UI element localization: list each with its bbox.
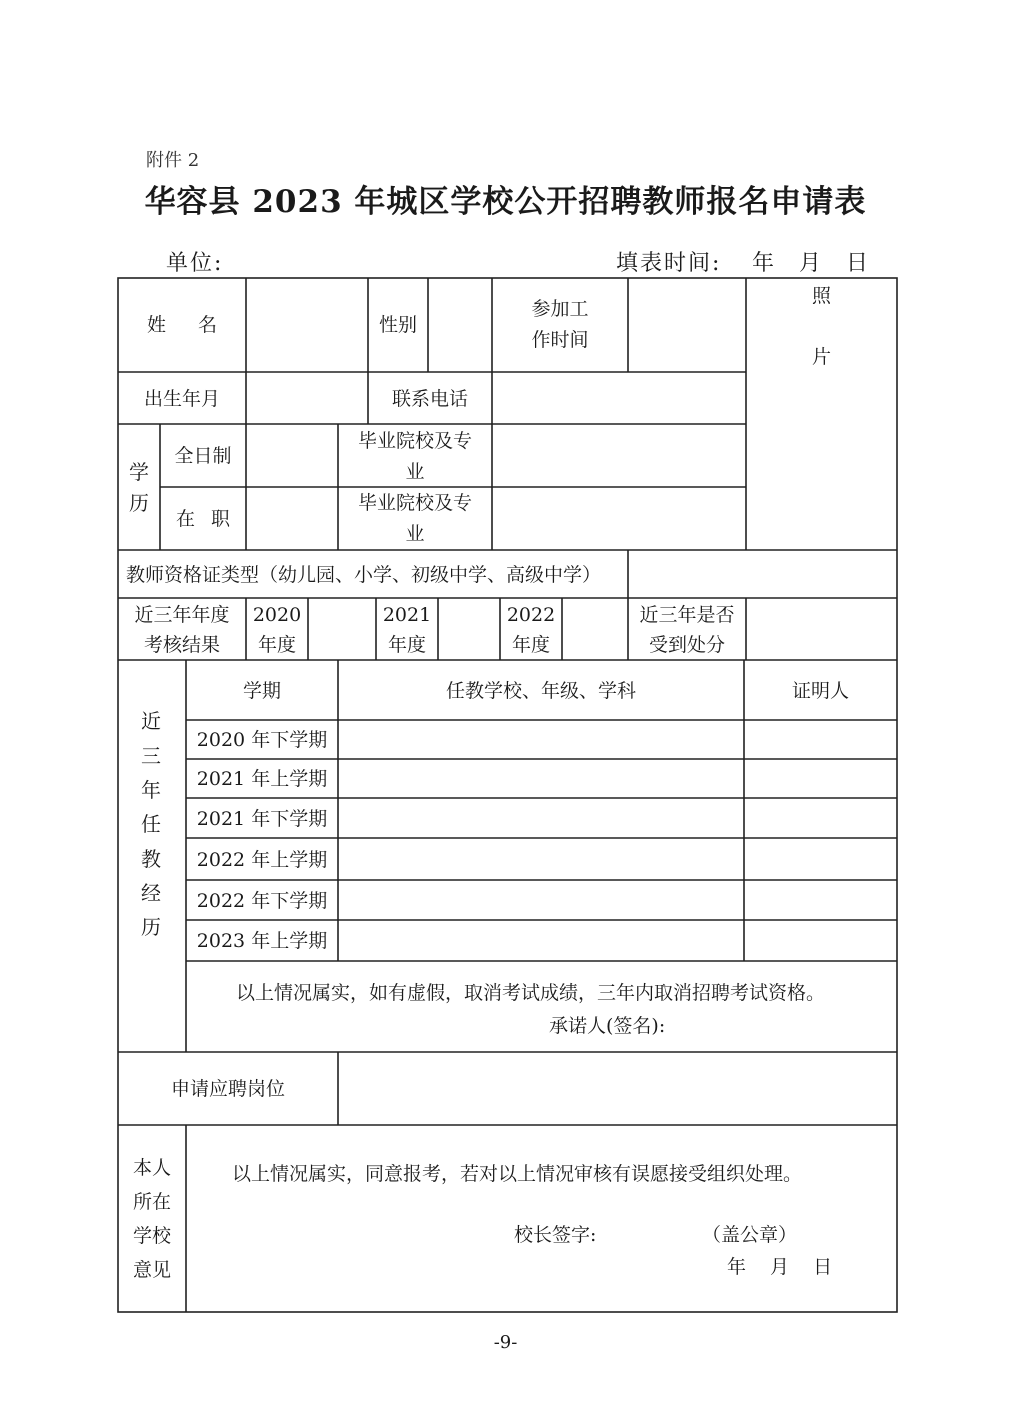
teaching-side-char: 年 <box>141 778 161 802</box>
teaching-side-char: 近 <box>141 709 161 733</box>
school-field[interactable] <box>340 761 742 797</box>
inservice-school-field[interactable] <box>492 489 746 549</box>
photo-label-1: 照 <box>811 285 831 307</box>
gender-field[interactable] <box>428 280 492 370</box>
fulltime-school-label-2: 业 <box>405 461 425 483</box>
birth-label: 出生年月 <box>143 388 220 410</box>
term-cell: 2023 年上学期 <box>196 930 328 952</box>
phone-label: 联系电话 <box>391 388 468 410</box>
year-2021-field[interactable] <box>438 600 500 658</box>
punishment-field[interactable] <box>746 600 897 658</box>
term-cell: 2022 年上学期 <box>196 849 328 871</box>
official-seal-label: （盖公章） <box>702 1224 798 1246</box>
opinion-side-text: 学校 <box>132 1225 171 1247</box>
education-label-1: 学 <box>129 460 149 484</box>
work-time-label-2: 作时间 <box>531 329 589 351</box>
page-number: -9- <box>493 1332 518 1353</box>
punishment-label-2: 受到处分 <box>648 634 725 656</box>
gender-label: 性别 <box>378 314 417 336</box>
fulltime-field[interactable] <box>246 426 338 486</box>
term-cell: 2021 年上学期 <box>196 768 328 790</box>
fill-date: 年 月 日 <box>752 251 868 276</box>
photo-label-2: 片 <box>811 346 831 368</box>
opinion-side-text: 意见 <box>132 1259 171 1281</box>
term-cell: 2021 年下学期 <box>196 808 328 830</box>
inservice-label: 在 职 <box>175 508 231 530</box>
year-2020-label: 2020 <box>252 604 302 626</box>
inservice-school-label-2: 业 <box>405 523 425 545</box>
term-cell: 2022 年下学期 <box>196 890 328 912</box>
name-field[interactable] <box>246 280 368 370</box>
birth-field[interactable] <box>246 374 368 422</box>
school-field[interactable] <box>340 840 742 879</box>
position-field[interactable] <box>340 1054 895 1123</box>
fulltime-label: 全日制 <box>174 445 232 467</box>
year-2022-suffix: 年度 <box>511 634 550 656</box>
teaching-side-char: 任 <box>141 812 161 836</box>
phone-field[interactable] <box>492 374 746 422</box>
year-2022-label: 2022 <box>506 604 556 626</box>
opinion-date: 年 月 日 <box>727 1256 833 1278</box>
inservice-field[interactable] <box>246 489 338 549</box>
year-2021-suffix: 年度 <box>387 634 426 656</box>
fulltime-school-label-1: 毕业院校及专 <box>357 430 472 452</box>
assessment-label-2: 考核结果 <box>143 634 220 656</box>
col-school-header: 任教学校、年级、学科 <box>445 680 636 702</box>
assessment-label-1: 近三年年度 <box>134 604 230 626</box>
work-time-label-1: 参加工 <box>531 298 589 320</box>
school-field[interactable] <box>340 882 742 919</box>
position-label: 申请应聘岗位 <box>170 1078 285 1100</box>
pledge-signer: 承诺人(签名): <box>549 1015 666 1037</box>
year-2020-field[interactable] <box>308 600 376 658</box>
year-2020-suffix: 年度 <box>257 634 296 656</box>
pledge-text: 以上情况属实，如有虚假，取消考试成绩，三年内取消招聘考试资格。 <box>236 982 826 1004</box>
punishment-label-1: 近三年是否 <box>639 604 735 626</box>
teaching-side-char: 三 <box>141 744 161 768</box>
fulltime-school-field[interactable] <box>492 426 746 486</box>
photo-box[interactable] <box>748 280 895 548</box>
principal-signature-label: 校长签字: <box>514 1224 597 1246</box>
teaching-side-char: 教 <box>141 847 161 871</box>
certificate-field[interactable] <box>628 552 897 596</box>
education-label-2: 历 <box>129 491 149 515</box>
unit-label: 单位: <box>166 251 224 276</box>
term-cell: 2020 年下学期 <box>196 729 328 751</box>
certificate-label: 教师资格证类型（幼儿园、小学、初级中学、高级中学） <box>126 564 602 586</box>
school-field[interactable] <box>340 800 742 837</box>
name-label: 姓 名 <box>146 314 218 336</box>
form-title: 华容县 2023 年城区学校公开招聘教师报名申请表 <box>144 184 867 220</box>
col-term-header: 学期 <box>242 680 281 702</box>
teaching-side-char: 历 <box>141 915 161 939</box>
attachment-label: 附件 2 <box>146 150 200 171</box>
school-field[interactable] <box>340 722 742 758</box>
year-2022-field[interactable] <box>562 600 628 658</box>
opinion-side-text: 所在 <box>132 1191 171 1213</box>
col-witness-header: 证明人 <box>791 680 849 702</box>
year-2021-label: 2021 <box>382 604 432 626</box>
opinion-side-text: 本人 <box>132 1157 171 1179</box>
fill-time-label: 填表时间: <box>616 251 722 276</box>
opinion-statement: 以上情况属实，同意报考，若对以上情况审核有误愿接受组织处理。 <box>232 1163 803 1185</box>
teaching-side-char: 经 <box>141 881 161 905</box>
school-field[interactable] <box>340 922 742 960</box>
inservice-school-label-1: 毕业院校及专 <box>357 492 472 514</box>
work-time-field[interactable] <box>628 280 746 370</box>
